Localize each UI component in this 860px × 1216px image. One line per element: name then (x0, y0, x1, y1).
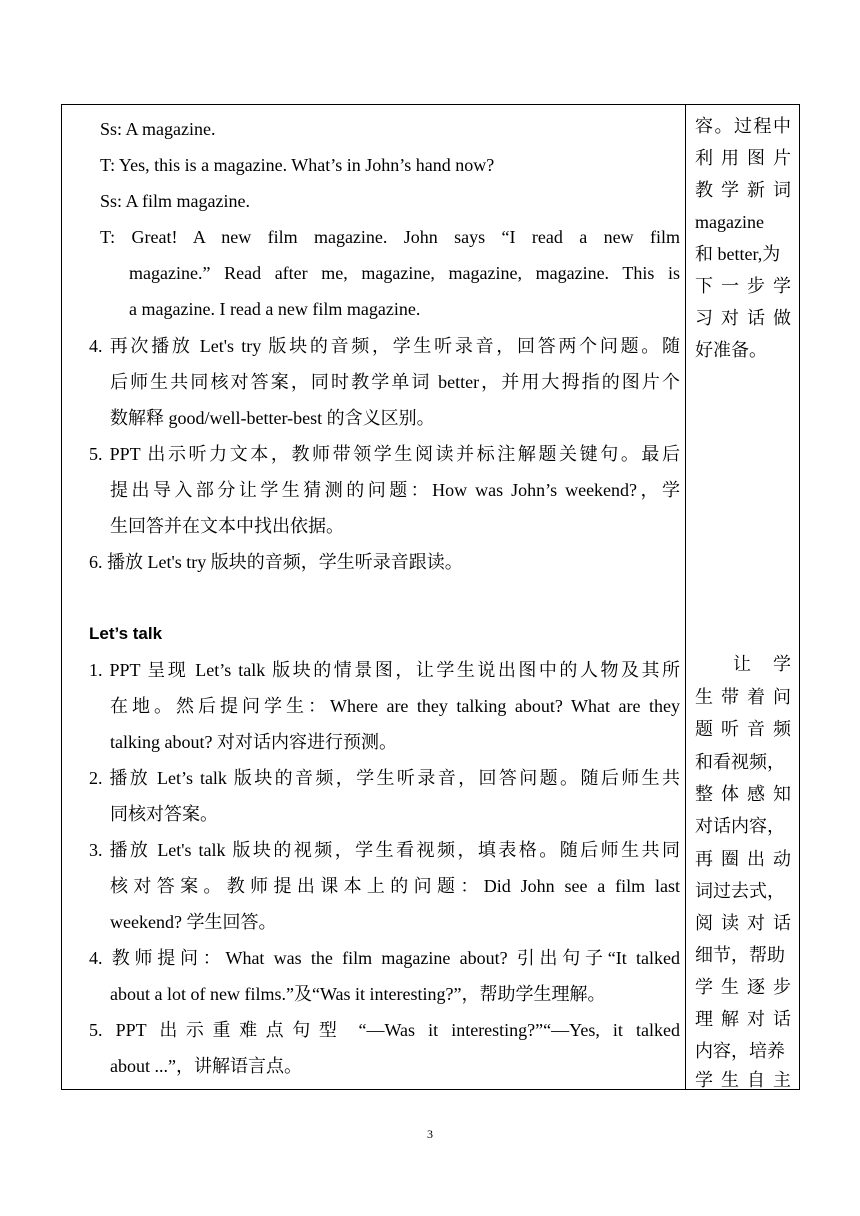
step-item: 5. PPT 出示听力文本，教师带领学生阅读并标注解题关键句。最后 (89, 444, 680, 464)
dialogue-line: a magazine. I read a new film magazine. (129, 299, 421, 319)
step-item: 同核对答案。 (110, 804, 218, 824)
dialogue-line: magazine.” Read after me, magazine, magazine, magazine. This is (129, 263, 680, 283)
step-item: about ...”，讲解语言点。 (110, 1056, 302, 1076)
note-line: 让学 (733, 654, 791, 674)
dialogue-line: Ss: A film magazine. (100, 191, 250, 211)
step-item: 核对答案。教师提出课本上的问题：Did John see a film last (110, 876, 680, 896)
step-item: 2. 播放 Let’s talk 版块的音频，学生听录音，回答问题。随后师生共 (89, 768, 680, 788)
step-item: 4. 教师提问：What was the film magazine about? 引出句子“It talked (89, 948, 680, 968)
note-line: 学生逐步 (695, 977, 791, 997)
step-item: 提出导入部分让学生猜测的问题：How was John’s weekend?，学 (110, 480, 680, 500)
note-line: 细节，帮助 (695, 945, 785, 965)
note-line: 内容，培养 (695, 1041, 785, 1061)
note-line: 容。过程中 (695, 116, 791, 136)
step-item: 4. 再次播放 Let's try 版块的音频，学生听录音，回答两个问题。随 (89, 336, 680, 356)
note-line: 习对话做 (695, 308, 791, 328)
step-item: 后师生共同核对答案，同时教学单词 better，并用大拇指的图片个 (110, 372, 680, 392)
note-line: 下一步学 (695, 276, 791, 296)
note-line: 和 better,为 (695, 244, 781, 264)
step-item: talking about? 对对话内容进行预测。 (110, 732, 397, 752)
design-intent-column (695, 105, 791, 1089)
note-line: 再圈出动 (695, 849, 791, 869)
step-item: 在地。然后提问学生：Where are they talking about? What are they (110, 696, 680, 716)
note-line: 对话内容， (695, 816, 785, 836)
step-item: about a lot of new films.”及“Was it interesting?”，帮助学生理解。 (110, 984, 606, 1004)
dialogue-line: T: Great! A new film magazine. John says “I read a new film (100, 227, 680, 247)
step-item: 生回答并在文本中找出依据。 (110, 516, 344, 536)
note-line: 题听音频 (695, 719, 791, 739)
note-line: 好准备。 (695, 340, 767, 360)
note-line: magazine (695, 212, 764, 232)
step-item: 1. PPT 呈现 Let’s talk 版块的情景图，让学生说出图中的人物及其所 (89, 660, 680, 680)
note-line: 学生自主 (695, 1070, 791, 1090)
note-line: 教学新词 (695, 180, 791, 200)
step-item: 数解释 good/well-better-best 的含义区别。 (110, 408, 435, 428)
lesson-plan-table (61, 104, 800, 1090)
dialogue-line: Ss: A magazine. (100, 119, 216, 139)
note-line: 阅读对话 (695, 913, 791, 933)
note-line: 整体感知 (695, 784, 791, 804)
note-line: 词过去式， (695, 881, 785, 901)
column-divider (685, 105, 686, 1089)
note-line: 生带着问 (695, 687, 791, 707)
step-item: 3. 播放 Let's talk 版块的视频，学生看视频，填表格。随后师生共同 (89, 840, 680, 860)
dialogue-line: T: Yes, this is a magazine. What’s in John’s hand now? (100, 155, 495, 175)
section-heading: Let’s talk (89, 624, 163, 643)
step-item: 6. 播放 Let's try 版块的音频，学生听录音跟读。 (89, 552, 463, 572)
page-number: 3 (427, 1127, 433, 1141)
note-line: 和看视频， (695, 752, 785, 772)
note-line: 利用图片 (695, 148, 791, 168)
note-line: 理解对话 (695, 1009, 791, 1029)
step-item: weekend? 学生回答。 (110, 912, 277, 932)
step-item: 5. PPT 出示重难点句型 “—Was it interesting?”“—Yes, it talked (89, 1020, 680, 1040)
